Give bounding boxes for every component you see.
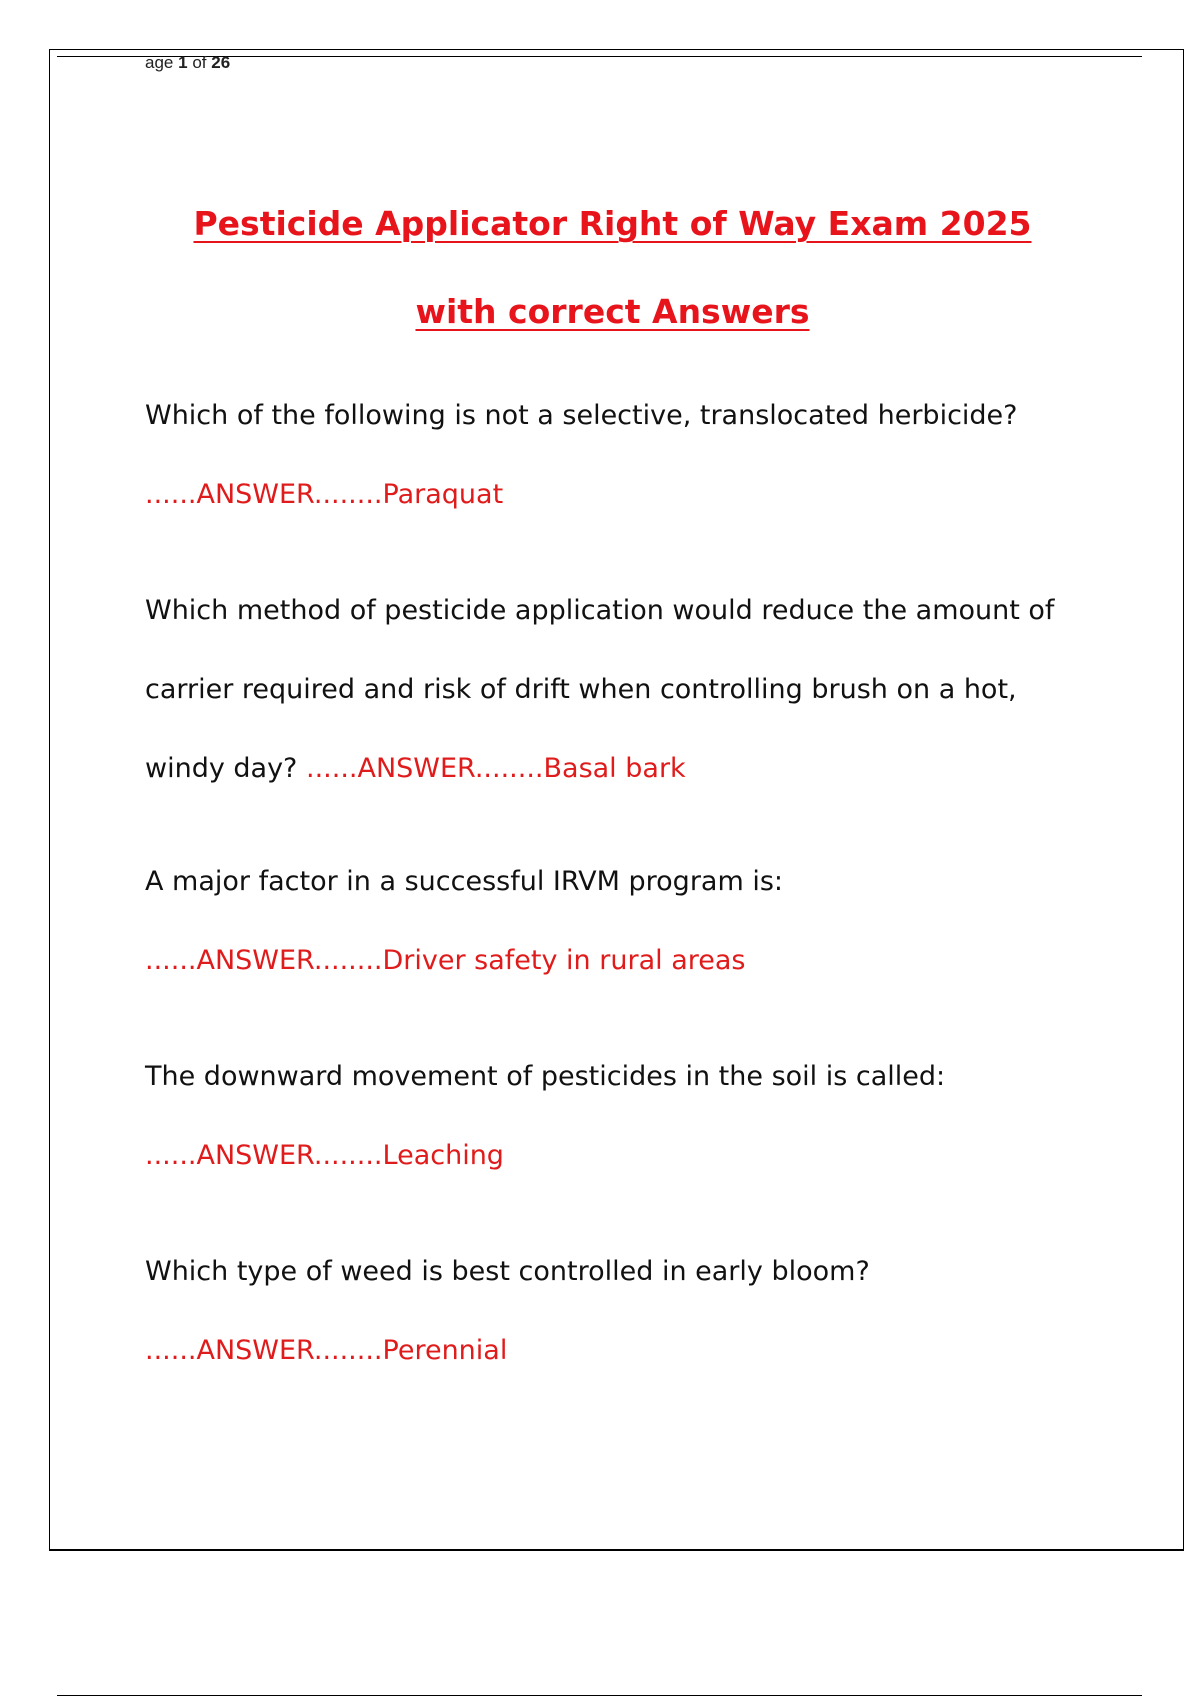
question-text: Which type of weed is best controlled in early bloom? xyxy=(145,1256,870,1287)
qa-item-4 xyxy=(145,1037,1085,1195)
answer-text: ......ANSWER........Leaching xyxy=(145,1140,504,1171)
qa-item-3 xyxy=(145,842,1085,1000)
answer-text: ......ANSWER........Perennial xyxy=(145,1335,508,1366)
page-of: of xyxy=(192,53,207,72)
page-current: 1 xyxy=(178,53,188,72)
document-title: Pesticide Applicator Right of Way Exam 2025 with correct Answers xyxy=(193,204,1032,331)
answer-text: ......ANSWER........Basal bark xyxy=(305,753,686,784)
qa-item-1 xyxy=(145,376,1085,534)
question-text: A major factor in a successful IRVM program is: xyxy=(145,866,784,897)
page-prefix: age xyxy=(145,53,174,72)
qa-item-5 xyxy=(145,1232,1085,1390)
answer-text: ......ANSWER........Paraquat xyxy=(145,479,504,510)
question-text: Which method of pesticide application would reduce the amount of carrier required and risk of drift when controlling brush on a hot, windy day? xyxy=(145,595,1055,784)
qa-item-2 xyxy=(145,571,1085,808)
question-text: Which of the following is not a selective, translocated herbicide? xyxy=(145,400,1018,431)
page-total: 26 xyxy=(211,53,231,72)
answer-text: ......ANSWER........Driver safety in rural areas xyxy=(145,945,746,976)
page-number xyxy=(145,52,230,74)
footer-rule xyxy=(57,1695,1142,1696)
question-text: The downward movement of pesticides in the soil is called: xyxy=(145,1061,946,1092)
